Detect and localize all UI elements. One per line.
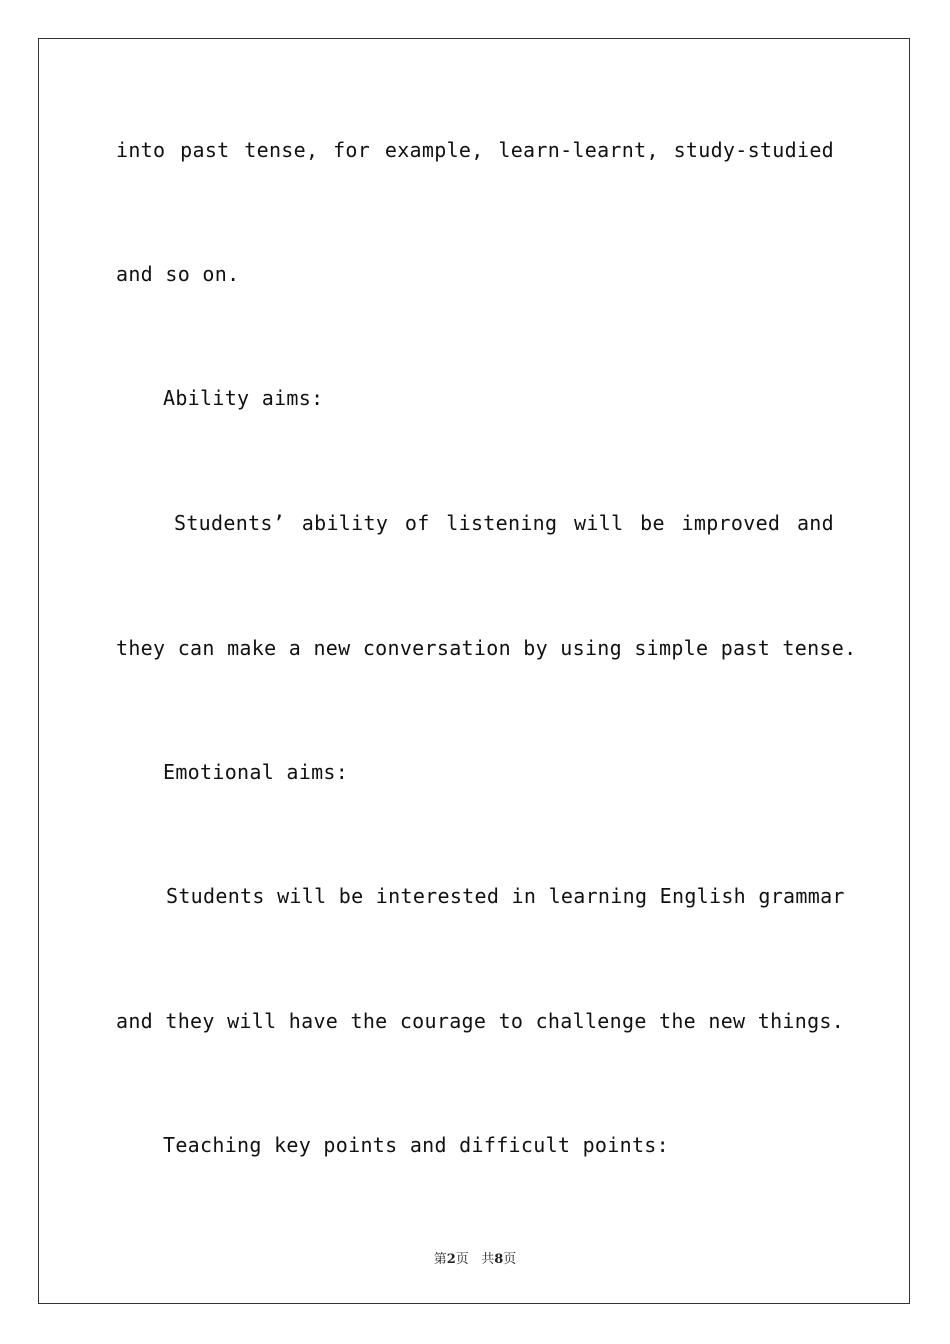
page-footer [0,1248,950,1267]
total-pages: 8 [494,1252,504,1267]
page-number: 2 [446,1252,456,1267]
page-frame [38,38,910,1304]
page-prefix: 第 [433,1252,447,1267]
text-line-8: and they will have the courage to challenge the new things. [116,1009,845,1033]
text-line-2: and so on. [116,262,240,286]
section-heading-ability-aims: Ability aims: [163,386,324,410]
text-line-5: they can make a new conversation by using simple past tense. [116,636,857,660]
text-line-4: Students’ ability of listening will be improved and [174,511,834,535]
text-line-7: Students will be interested in learning English grammar [166,884,845,908]
page-suffix: 页 [455,1252,469,1267]
section-heading-emotional-aims: Emotional aims: [163,760,349,784]
section-heading-key-points: Teaching key points and difficult points: [163,1133,669,1157]
total-suffix: 页 [503,1252,517,1267]
total-prefix: 共 [481,1252,495,1267]
text-line-1: into past tense, for example, learn-learnt, study-studied [116,138,834,162]
